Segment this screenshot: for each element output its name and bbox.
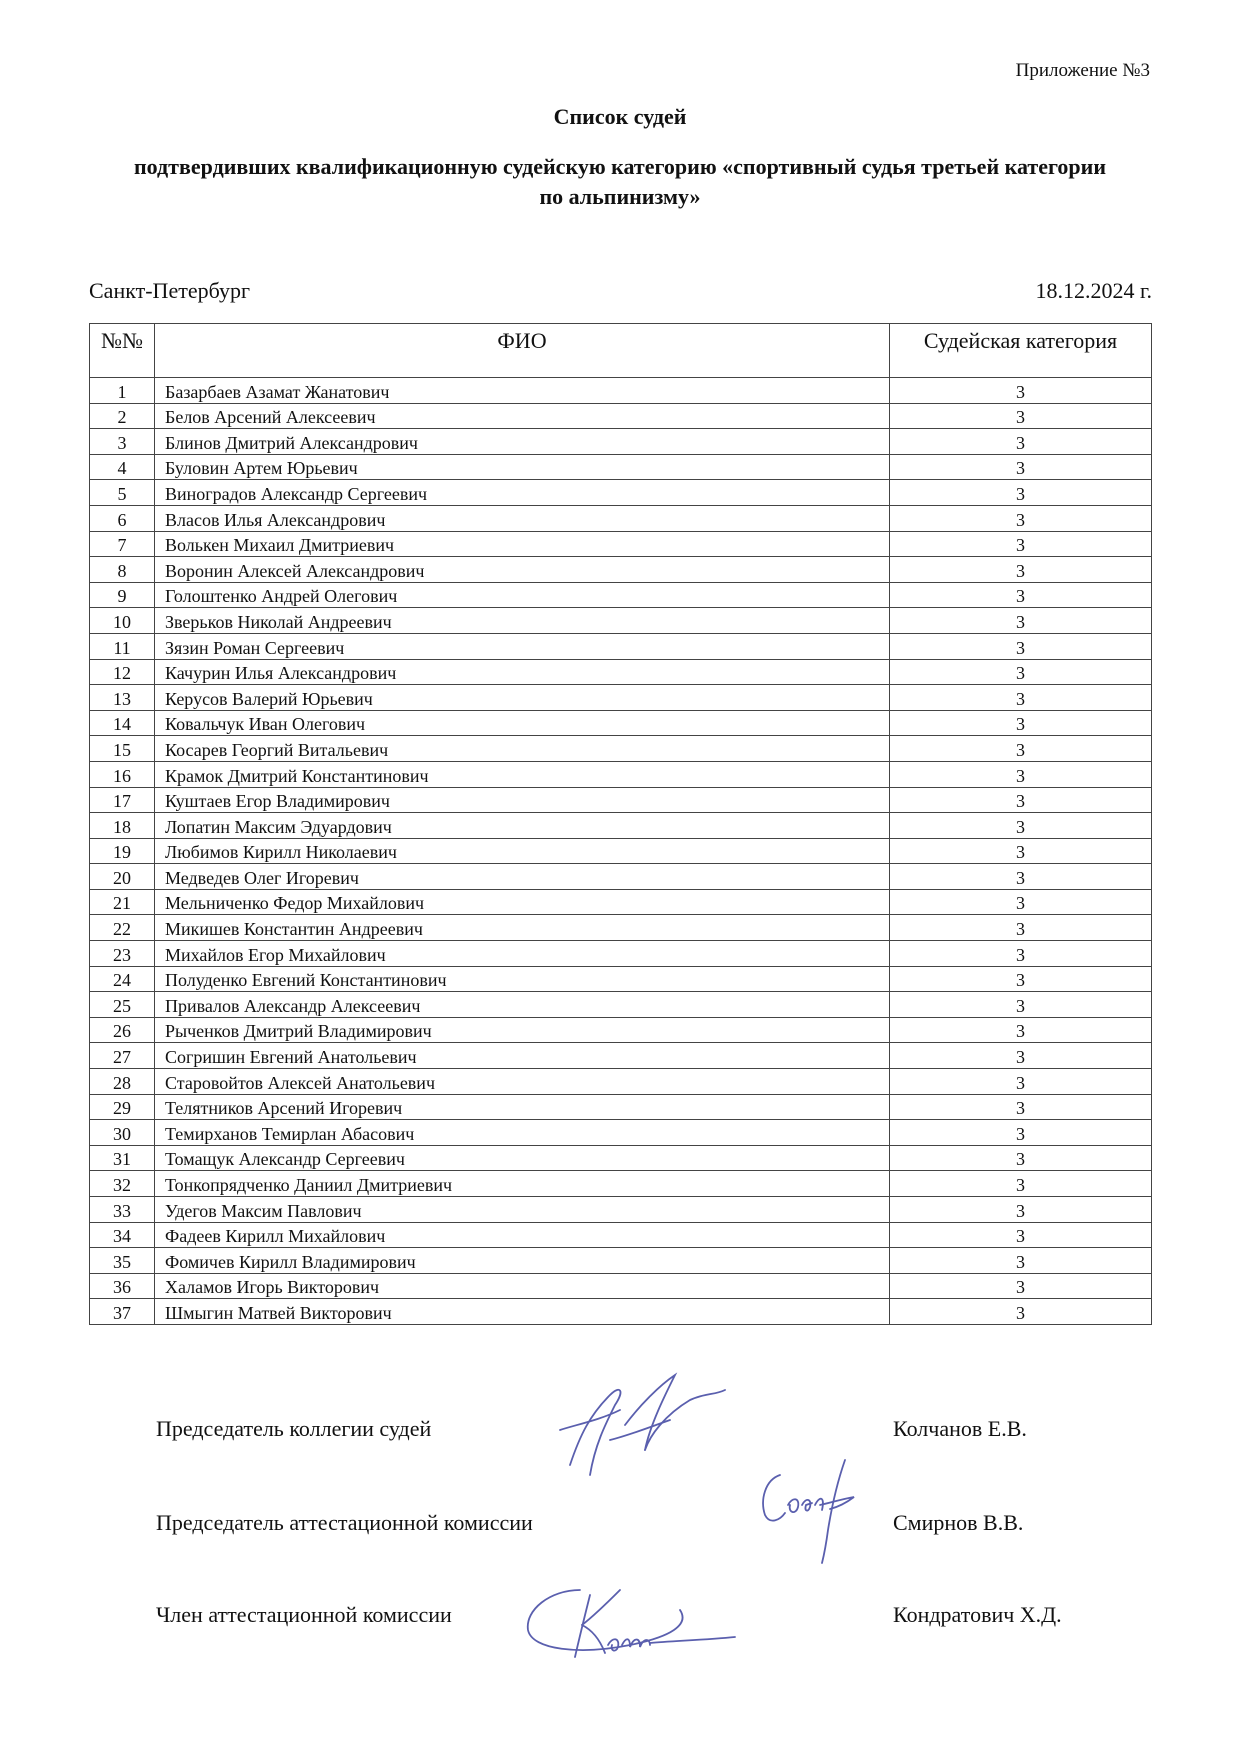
- row-number: 32: [90, 1171, 155, 1197]
- row-name: Блинов Дмитрий Александрович: [155, 429, 890, 455]
- row-number: 18: [90, 813, 155, 839]
- row-category: 3: [890, 736, 1152, 762]
- row-category: 3: [890, 429, 1152, 455]
- row-name: Фомичев Кирилл Владимирович: [155, 1248, 890, 1274]
- row-category: 3: [890, 1094, 1152, 1120]
- row-category: 3: [890, 1197, 1152, 1223]
- row-number: 11: [90, 633, 155, 659]
- row-number: 28: [90, 1069, 155, 1095]
- column-header-number: №№: [90, 324, 155, 378]
- table-row: [90, 378, 1152, 404]
- row-category: 3: [890, 531, 1152, 557]
- table-row: [90, 1171, 1152, 1197]
- row-name: Качурин Илья Александрович: [155, 659, 890, 685]
- row-number: 22: [90, 915, 155, 941]
- row-number: 7: [90, 531, 155, 557]
- row-category: 3: [890, 403, 1152, 429]
- row-name: Косарев Георгий Витальевич: [155, 736, 890, 762]
- row-name: Ковальчук Иван Олегович: [155, 710, 890, 736]
- signature-title-1: Председатель коллегии судей: [156, 1416, 432, 1441]
- table-header-row: [90, 324, 1152, 378]
- table-row: [90, 480, 1152, 506]
- row-category: 3: [890, 1017, 1152, 1043]
- row-category: 3: [890, 480, 1152, 506]
- row-category: 3: [890, 659, 1152, 685]
- row-name: Зверьков Николай Андреевич: [155, 608, 890, 634]
- row-number: 16: [90, 761, 155, 787]
- table-row: [90, 403, 1152, 429]
- table-row: [90, 1299, 1152, 1325]
- row-category: 3: [890, 378, 1152, 404]
- table-row: [90, 1248, 1152, 1274]
- document-title: Список судей: [553, 104, 687, 129]
- row-category: 3: [890, 1273, 1152, 1299]
- table-row: [90, 1197, 1152, 1223]
- table-row: [90, 992, 1152, 1018]
- row-number: 37: [90, 1299, 155, 1325]
- row-category: 3: [890, 864, 1152, 890]
- row-number: 25: [90, 992, 155, 1018]
- row-category: 3: [890, 685, 1152, 711]
- signature-title-2: Председатель аттестационной комиссии: [156, 1510, 533, 1535]
- table-row: [90, 1273, 1152, 1299]
- row-number: 29: [90, 1094, 155, 1120]
- row-number: 13: [90, 685, 155, 711]
- row-name: Власов Илья Александрович: [155, 505, 890, 531]
- row-category: 3: [890, 557, 1152, 583]
- row-number: 31: [90, 1145, 155, 1171]
- table-row: [90, 787, 1152, 813]
- row-name: Фадеев Кирилл Михайлович: [155, 1222, 890, 1248]
- row-name: Темирханов Темирлан Абасович: [155, 1120, 890, 1146]
- row-name: Буловин Артем Юрьевич: [155, 454, 890, 480]
- table-row: [90, 454, 1152, 480]
- row-category: 3: [890, 1248, 1152, 1274]
- table-row: [90, 966, 1152, 992]
- row-number: 10: [90, 608, 155, 634]
- signature-name-1: Колчанов Е.В.: [893, 1416, 1027, 1441]
- row-number: 33: [90, 1197, 155, 1223]
- table-row: [90, 941, 1152, 967]
- table-row: [90, 1043, 1152, 1069]
- table-row: [90, 761, 1152, 787]
- row-category: 3: [890, 582, 1152, 608]
- row-category: 3: [890, 608, 1152, 634]
- row-category: 3: [890, 761, 1152, 787]
- row-category: 3: [890, 1069, 1152, 1095]
- row-name: Рыченков Дмитрий Владимирович: [155, 1017, 890, 1043]
- row-number: 3: [90, 429, 155, 455]
- row-number: 19: [90, 838, 155, 864]
- row-number: 4: [90, 454, 155, 480]
- table-row: [90, 582, 1152, 608]
- column-header-category: Судейская категория: [890, 324, 1152, 378]
- row-category: 3: [890, 915, 1152, 941]
- row-category: 3: [890, 1120, 1152, 1146]
- table-row: [90, 864, 1152, 890]
- table-row: [90, 685, 1152, 711]
- row-name: Шмыгин Матвей Викторович: [155, 1299, 890, 1325]
- column-header-name: ФИО: [155, 324, 890, 378]
- row-name: Халамов Игорь Викторович: [155, 1273, 890, 1299]
- row-name: Томащук Александр Сергеевич: [155, 1145, 890, 1171]
- row-number: 9: [90, 582, 155, 608]
- row-category: 3: [890, 992, 1152, 1018]
- row-name: Телятников Арсений Игоревич: [155, 1094, 890, 1120]
- row-number: 2: [90, 403, 155, 429]
- table-row: [90, 813, 1152, 839]
- row-number: 8: [90, 557, 155, 583]
- table-row: [90, 1094, 1152, 1120]
- table-row: [90, 1145, 1152, 1171]
- row-name: Крамок Дмитрий Константинович: [155, 761, 890, 787]
- row-name: Волькен Михаил Дмитриевич: [155, 531, 890, 557]
- table-row: [90, 429, 1152, 455]
- row-name: Любимов Кирилл Николаевич: [155, 838, 890, 864]
- row-name: Мельниченко Федор Михайлович: [155, 889, 890, 915]
- row-name: Старовойтов Алексей Анатольевич: [155, 1069, 890, 1095]
- row-name: Привалов Александр Алексеевич: [155, 992, 890, 1018]
- row-number: 30: [90, 1120, 155, 1146]
- row-name: Удегов Максим Павлович: [155, 1197, 890, 1223]
- signature-name-3: Кондратович Х.Д.: [893, 1602, 1062, 1627]
- appendix-label: Приложение №3: [1015, 60, 1150, 81]
- row-number: 5: [90, 480, 155, 506]
- row-category: 3: [890, 813, 1152, 839]
- table-row: [90, 710, 1152, 736]
- table-row: [90, 1120, 1152, 1146]
- row-number: 12: [90, 659, 155, 685]
- row-name: Белов Арсений Алексеевич: [155, 403, 890, 429]
- row-name: Виноградов Александр Сергеевич: [155, 480, 890, 506]
- table-row: [90, 736, 1152, 762]
- row-number: 23: [90, 941, 155, 967]
- row-category: 3: [890, 941, 1152, 967]
- row-number: 36: [90, 1273, 155, 1299]
- row-number: 26: [90, 1017, 155, 1043]
- row-number: 17: [90, 787, 155, 813]
- signature-mark-smirnov: [750, 1455, 870, 1565]
- row-category: 3: [890, 966, 1152, 992]
- row-name: Лопатин Максим Эдуардович: [155, 813, 890, 839]
- row-category: 3: [890, 454, 1152, 480]
- row-number: 14: [90, 710, 155, 736]
- signature-title-3: Член аттестационной комиссии: [156, 1602, 452, 1627]
- table-row: [90, 1222, 1152, 1248]
- judges-table-body: [90, 378, 1152, 1325]
- row-number: 15: [90, 736, 155, 762]
- row-number: 20: [90, 864, 155, 890]
- row-name: Голоштенко Андрей Олегович: [155, 582, 890, 608]
- table-row: [90, 608, 1152, 634]
- row-name: Куштаев Егор Владимирович: [155, 787, 890, 813]
- row-category: 3: [890, 505, 1152, 531]
- row-number: 1: [90, 378, 155, 404]
- table-row: [90, 915, 1152, 941]
- row-number: 24: [90, 966, 155, 992]
- table-row: [90, 838, 1152, 864]
- table-row: [90, 1017, 1152, 1043]
- row-category: 3: [890, 633, 1152, 659]
- city-label: Санкт-Петербург: [89, 278, 250, 303]
- row-name: Полуденко Евгений Константинович: [155, 966, 890, 992]
- row-category: 3: [890, 1171, 1152, 1197]
- row-category: 3: [890, 1145, 1152, 1171]
- row-number: 34: [90, 1222, 155, 1248]
- table-row: [90, 531, 1152, 557]
- date-label: 18.12.2024 г.: [1035, 278, 1152, 303]
- row-number: 6: [90, 505, 155, 531]
- table-row: [90, 1069, 1152, 1095]
- row-number: 35: [90, 1248, 155, 1274]
- table-row: [90, 659, 1152, 685]
- row-category: 3: [890, 1299, 1152, 1325]
- row-category: 3: [890, 1043, 1152, 1069]
- judges-table: [89, 323, 1152, 1325]
- row-number: 21: [90, 889, 155, 915]
- row-name: Медведев Олег Игоревич: [155, 864, 890, 890]
- document-subtitle: подтвердивших квалификационную судейскую категорию «спортивный судья третьей категории по альпинизму»: [134, 154, 1106, 209]
- row-name: Керусов Валерий Юрьевич: [155, 685, 890, 711]
- row-name: Согришин Евгений Анатольевич: [155, 1043, 890, 1069]
- row-category: 3: [890, 1222, 1152, 1248]
- row-name: Базарбаев Азамат Жанатович: [155, 378, 890, 404]
- row-name: Тонкопрядченко Даниил Дмитриевич: [155, 1171, 890, 1197]
- row-name: Михайлов Егор Михайлович: [155, 941, 890, 967]
- signature-mark-kondratovich: [520, 1575, 740, 1665]
- table-row: [90, 889, 1152, 915]
- row-category: 3: [890, 838, 1152, 864]
- row-category: 3: [890, 787, 1152, 813]
- table-row: [90, 505, 1152, 531]
- row-name: Воронин Алексей Александрович: [155, 557, 890, 583]
- row-name: Микишев Константин Андреевич: [155, 915, 890, 941]
- signature-mark-kolchanov: [550, 1365, 740, 1485]
- row-category: 3: [890, 889, 1152, 915]
- table-row: [90, 557, 1152, 583]
- row-category: 3: [890, 710, 1152, 736]
- row-number: 27: [90, 1043, 155, 1069]
- signature-name-2: Смирнов В.В.: [893, 1510, 1024, 1535]
- row-name: Зязин Роман Сергеевич: [155, 633, 890, 659]
- table-row: [90, 633, 1152, 659]
